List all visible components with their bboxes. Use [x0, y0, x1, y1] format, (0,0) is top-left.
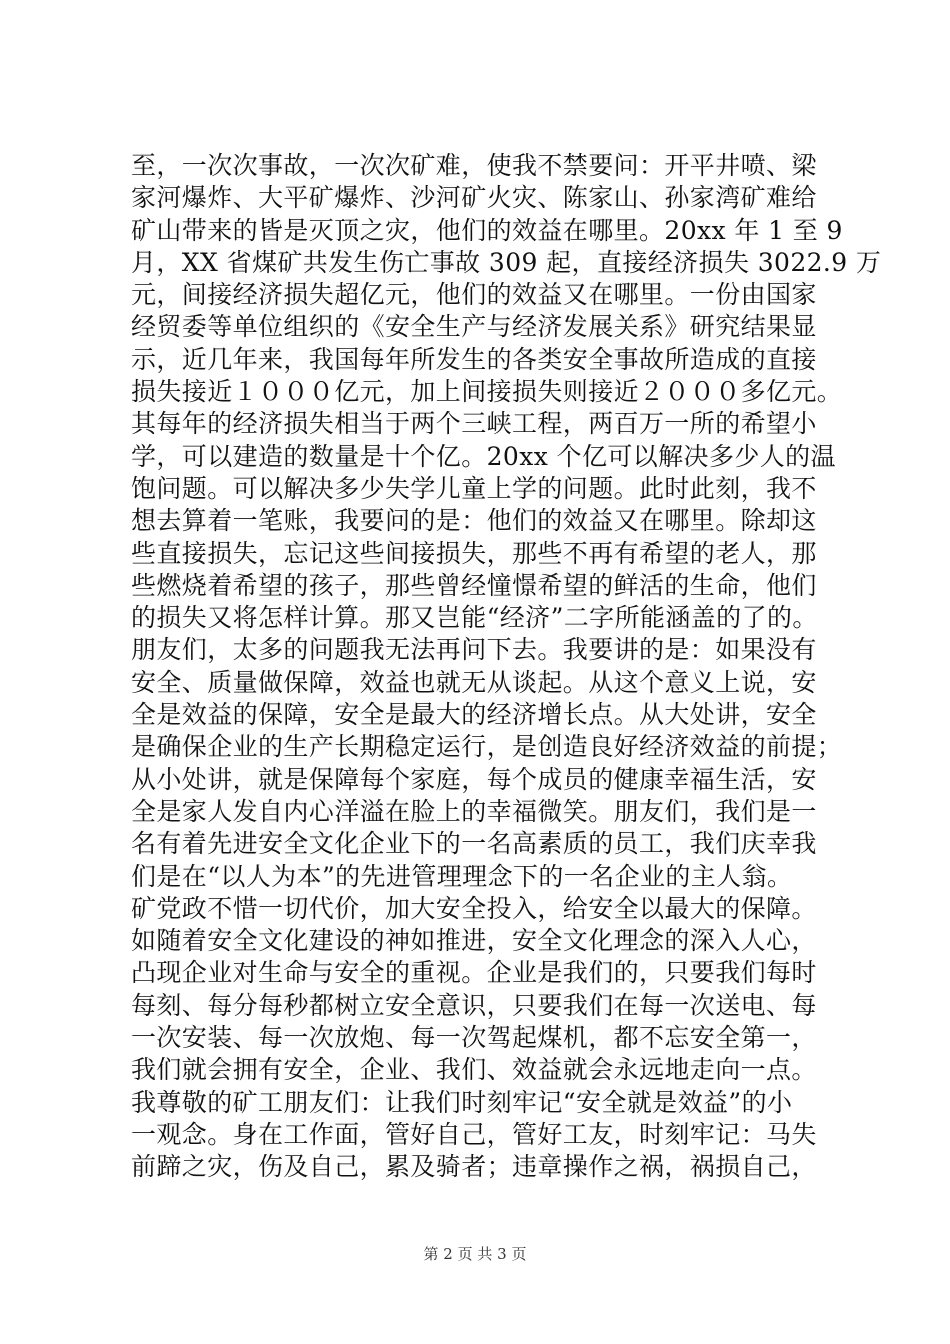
text-line: 一次安装、每一次放炮、每一次驾起煤机，都不忘安全第一，	[131, 1023, 817, 1053]
text-line: 前蹄之灾，伤及自己，累及骑者；违章操作之祸，祸损自己，	[131, 1152, 817, 1182]
text-line: 我们就会拥有安全，企业、我们、效益就会永远地走向一点。	[131, 1055, 817, 1085]
text-line: 名有着先进安全文化企业下的一名高素质的员工，我们庆幸我	[131, 829, 817, 859]
text-line: 每刻、每分每秒都树立安全意识，只要我们在每一次送电、每	[131, 990, 817, 1020]
text-line: 示，近几年来，我国每年所发生的各类安全事故所造成的直接	[131, 344, 817, 374]
text-line: 家河爆炸、大平矿爆炸、沙河矿火灾、陈家山、孙家湾矿难给	[131, 183, 817, 213]
text-line: 的损失又将怎样计算。那又岂能“经济”二字所能涵盖的了的。	[131, 603, 818, 633]
text-line: 学，可以建造的数量是十个亿。20xx 个亿可以解决多少人的温	[131, 441, 836, 471]
text-line: 至，一次次事故，一次次矿难，使我不禁要问：开平井喷、梁	[131, 151, 817, 180]
text-line: 朋友们，太多的问题我无法再问下去。我要讲的是：如果没有	[131, 635, 817, 665]
text-line: 损失接近１０００亿元，加上间接损失则接近２０００多亿元。	[131, 377, 843, 407]
text-line: 矿山带来的皆是灭顶之灾，他们的效益在哪里。20xx 年 1 至 9	[131, 215, 843, 245]
text-line: 安全、质量做保障，效益也就无从谈起。从这个意义上说，安	[131, 667, 817, 697]
text-line: 饱问题。可以解决多少失学儿童上学的问题。此时此刻，我不	[131, 473, 817, 503]
text-line: 全是家人发自内心洋溢在脸上的幸福微笑。朋友们，我们是一	[131, 796, 817, 826]
text-line: 是确保企业的生产长期稳定运行，是创造良好经济效益的前提；	[131, 732, 843, 762]
text-line: 一观念。身在工作面，管好自己，管好工友，时刻牢记：马失	[131, 1119, 817, 1149]
page-footer: 第 2 页 共 3 页	[423, 1245, 527, 1263]
text-line: 经贸委等单位组织的《安全生产与经济发展关系》研究结果显	[131, 312, 817, 342]
text-line: 凸现企业对生命与安全的重视。企业是我们的，只要我们每时	[131, 958, 817, 988]
text-line: 全是效益的保障，安全是最大的经济增长点。从大处讲，安全	[131, 700, 817, 730]
text-line: 些直接损失，忘记这些间接损失，那些不再有希望的老人，那	[131, 538, 817, 568]
text-line: 月，XX 省煤矿共发生伤亡事故 309 起，直接经济损失 3022.9 万	[131, 247, 882, 277]
text-line: 从小处讲，就是保障每个家庭，每个成员的健康幸福生活，安	[131, 764, 817, 794]
text-line: 矿党政不惜一切代价，加大安全投入，给安全以最大的保障。	[131, 893, 817, 923]
text-line: 们是在“以人为本”的先进管理理念下的一名企业的主人翁。	[131, 861, 793, 891]
text-line: 如随着安全文化建设的神如推进，安全文化理念的深入人心，	[131, 926, 817, 956]
text-line: 元，间接经济损失超亿元，他们的效益又在哪里。一份由国家	[131, 280, 817, 310]
text-line: 我尊敬的矿工朋友们：让我们时刻牢记“安全就是效益”的小	[131, 1087, 793, 1117]
document-body	[131, 150, 882, 1184]
text-line: 其每年的经济损失相当于两个三峡工程，两百万一所的希望小	[131, 409, 817, 439]
text-line: 些燃烧着希望的孩子，那些曾经憧憬希望的鲜活的生命，他们	[131, 570, 817, 600]
text-line: 想去算着一笔账，我要问的是：他们的效益又在哪里。除却这	[131, 506, 817, 536]
